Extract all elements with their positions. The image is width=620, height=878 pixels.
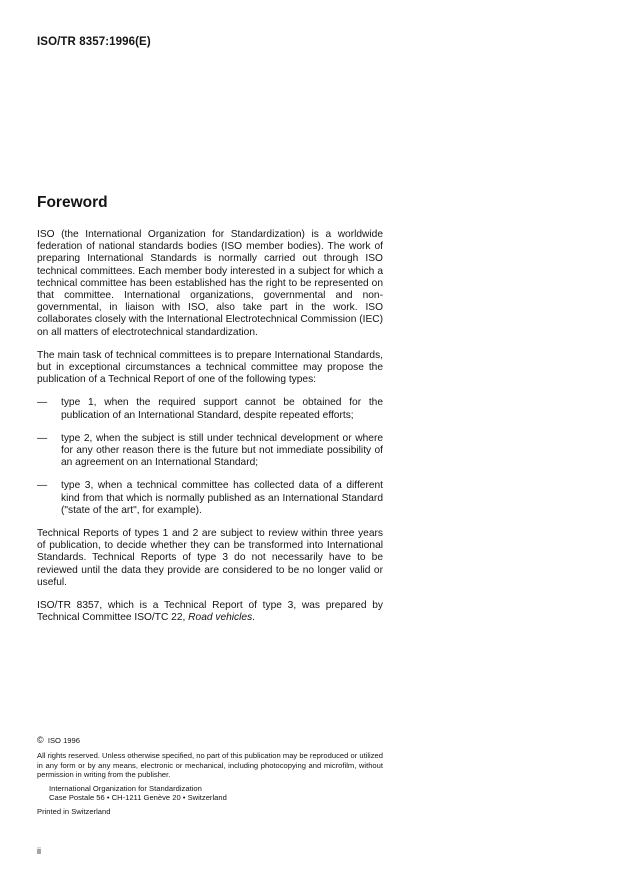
committee-name: Road vehicles <box>188 612 253 624</box>
copyright-line <box>37 736 383 745</box>
prepared-by-end: . <box>252 612 256 624</box>
prepared-by-text: ISO/TR 8357, which is a Technical Report of type 3, was prepared by Technical Committee ISO/TC 22, <box>37 600 383 624</box>
paragraph-review: Technical Reports of types 1 and 2 are subject to review within three years of publication, to decide whether they can be transformed into International Standards. Technical Reports of type 3 do not necessarily have to be reviewed until the data they provide are considered to be no longer valid or useful. <box>37 528 383 588</box>
copyright-block <box>37 736 383 817</box>
page-title: Foreword <box>37 194 108 211</box>
list-item <box>37 433 383 470</box>
copyright-text: ISO 1996 <box>47 736 80 745</box>
list-dash: — <box>37 432 48 444</box>
list-item <box>37 480 383 517</box>
list-item <box>37 397 383 421</box>
list-dash: — <box>37 397 48 409</box>
types-list <box>37 397 383 517</box>
list-item-text: type 3, when a technical committee has collected data of a different kind from that which is normally published as an International Standard ("state of the art", for example). <box>61 480 383 516</box>
list-item-text: type 1, when the required support cannot be obtained for the publication of an International Standard, despite repeated efforts; <box>61 397 383 421</box>
paragraph-intro: ISO (the International Organization for Standardization) is a worldwide federation of national standards bodies (ISO member bodies). The work of preparing International Standards is normally carried out through ISO technical committees. Each member body interested in a subject for which a technical committee has been established has the right to be represented on that committee. International organizations, governmental and non-governmental, in liaison with ISO, also take part in the work. ISO collaborates closely with the International Electrotechnical Commission (IEC) on all matters of electrotechnical standardization. <box>37 229 383 338</box>
foreword-body <box>37 229 383 635</box>
publisher-address <box>37 784 383 803</box>
page-number: ii <box>37 846 41 856</box>
list-item-text: type 2, when the subject is still under technical development or where for any other reason there is the future but not immediate possibility of an agreement on an International Standard; <box>61 432 383 469</box>
printed-in: Printed in Switzerland <box>37 807 111 817</box>
rights-notice: All rights reserved. Unless otherwise specified, no part of this publication may be reproduced or utilized in any form or by any means, electronic or mechanical, including photocopying and microfilm, without permission in writing from the publisher. <box>37 751 383 780</box>
document-id: ISO/TR 8357:1996(E) <box>37 36 151 48</box>
list-dash: — <box>37 480 48 492</box>
publisher-name: International Organization for Standardization <box>49 783 202 793</box>
copyright-symbol: © <box>37 735 44 745</box>
paragraph-main-task: The main task of technical committees is to prepare International Standards, but in exceptional circumstances a technical committee may propose the publication of a Technical Report of one of the following types: <box>37 349 383 386</box>
postal-address: Case Postale 56 • CH-1211 Genève 20 • Switzerland <box>49 793 227 803</box>
paragraph-prepared-by <box>37 600 383 624</box>
